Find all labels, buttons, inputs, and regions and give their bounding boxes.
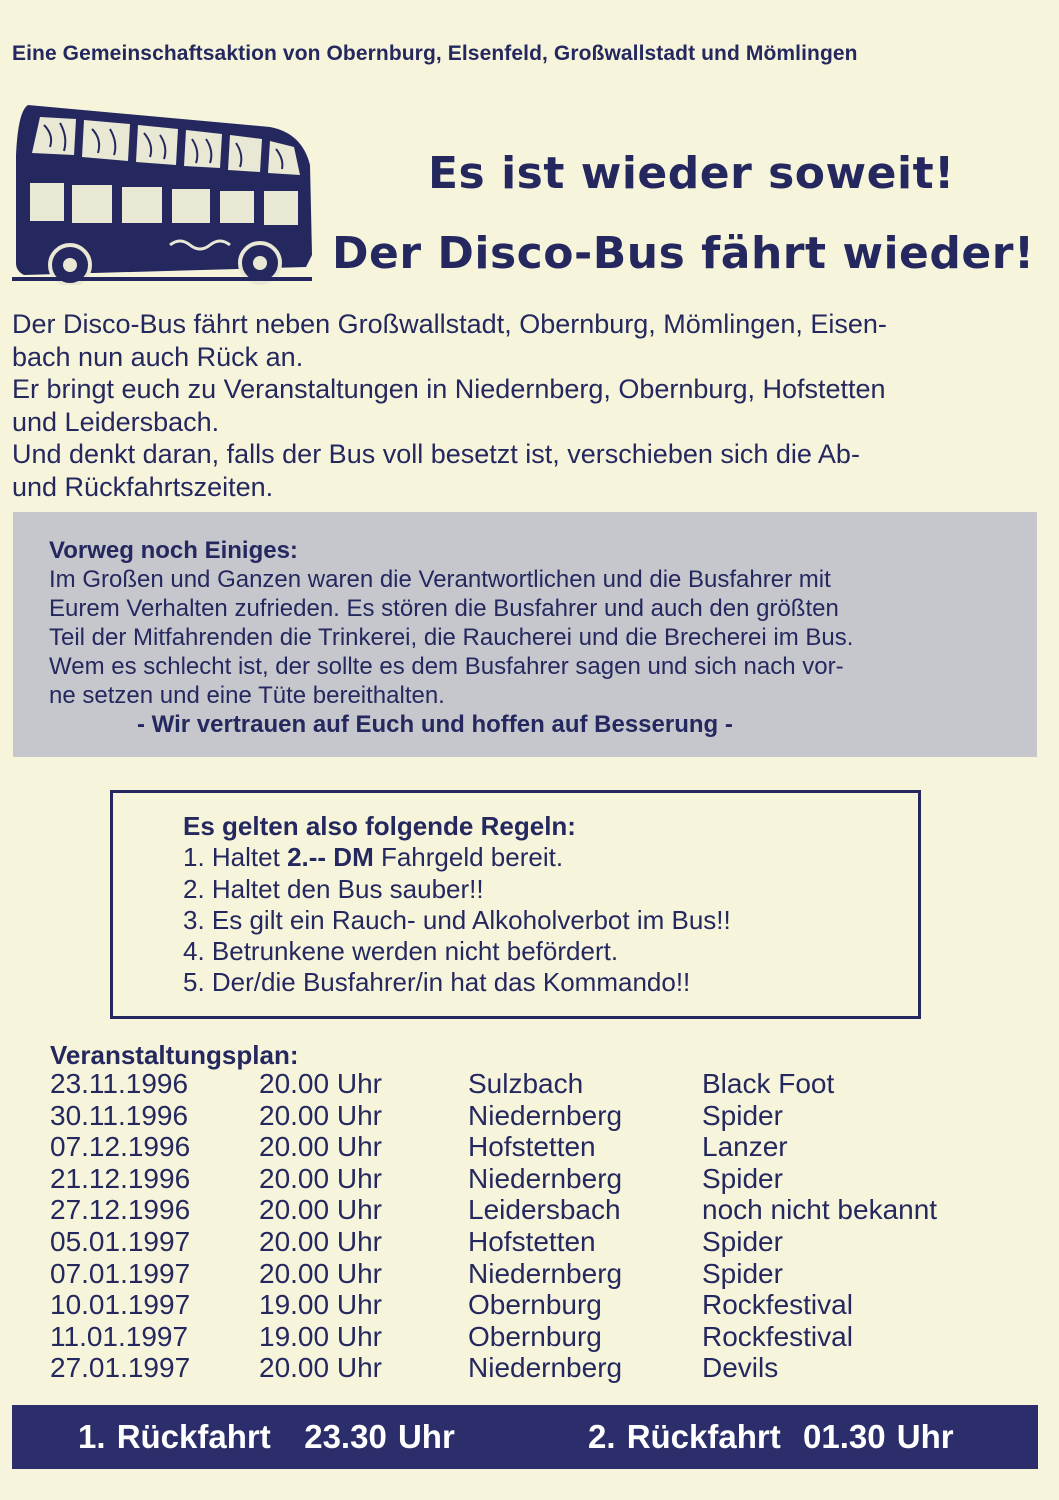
event-date: 30.11.1996	[50, 1099, 189, 1131]
rules-box	[110, 790, 921, 1019]
event-band: Spider	[702, 1257, 783, 1289]
return-trip-1: 1. Rückfahrt 23.30 Uhr	[78, 1418, 455, 1455]
intro-text	[12, 308, 1042, 503]
event-band: Rockfestival	[702, 1320, 853, 1352]
notice-line: Im Großen und Ganzen waren die Verantwortlichen und die Busfahrer mit	[49, 566, 831, 593]
event-place: Sulzbach	[468, 1068, 584, 1099]
plan-title: Veranstaltungsplan:	[50, 1040, 299, 1070]
event-place: Niedernberg	[468, 1162, 623, 1194]
event-time: 20.00 Uhr	[259, 1162, 382, 1194]
rules-title: Es gelten also folgende Regeln:	[183, 811, 576, 841]
event-date: 10.01.1997	[50, 1289, 191, 1321]
event-date: 11.01.1997	[50, 1320, 189, 1352]
event-date: 21.12.1996	[50, 1162, 191, 1194]
event-band: Spider	[702, 1225, 783, 1257]
event-time: 19.00 Uhr	[259, 1289, 382, 1321]
event-date: 27.12.1996	[50, 1194, 191, 1226]
event-time: 20.00 Uhr	[259, 1131, 382, 1163]
organizers-line: Eine Gemeinschaftsaktion von Obernburg, Elsenfeld, Großwallstadt und Mömlingen	[12, 42, 858, 65]
event-date: 05.01.1997	[50, 1225, 191, 1257]
rule-1-suffix: Fahrgeld bereit.	[373, 842, 564, 873]
event-time: 20.00 Uhr	[259, 1352, 382, 1384]
event-date: 07.12.1996	[50, 1131, 191, 1163]
notice-box	[13, 512, 1037, 757]
event-time: 19.00 Uhr	[259, 1320, 382, 1352]
event-place: Niedernberg	[468, 1099, 623, 1131]
intro-line: und Rückfahrtszeiten.	[12, 471, 274, 502]
intro-line: Der Disco-Bus fährt neben Großwallstadt, Obernburg, Mömlingen, Eisen-	[12, 309, 887, 339]
event-band: Lanzer	[702, 1131, 788, 1163]
event-place: Obernburg	[468, 1289, 602, 1321]
event-time: 20.00 Uhr	[259, 1257, 382, 1289]
event-time: 20.00 Uhr	[259, 1099, 382, 1131]
event-band: Spider	[702, 1162, 783, 1194]
rule-item: 2. Haltet den Bus sauber!!	[183, 873, 484, 904]
event-band: noch nicht bekannt	[702, 1194, 938, 1226]
return-times-bar	[12, 1405, 1038, 1469]
notice-line: Wem es schlecht ist, der sollte es dem Busfahrer sagen und sich nach vor-	[49, 653, 844, 680]
event-place: Hofstetten	[468, 1225, 596, 1257]
notice-line: ne setzen und eine Tüte bereithalten.	[49, 682, 445, 709]
return-trip-2: 2. Rückfahrt 01.30 Uhr	[588, 1418, 954, 1455]
event-date: 07.01.1997	[50, 1257, 191, 1289]
event-band: Spider	[702, 1099, 783, 1131]
rule-item: 4. Betrunkene werden nicht befördert.	[183, 936, 619, 967]
event-date: 23.11.1996	[50, 1068, 189, 1099]
event-time: 20.00 Uhr	[259, 1194, 382, 1226]
intro-line: Er bringt euch zu Veranstaltungen in Niedernberg, Obernburg, Hofstetten	[12, 374, 886, 404]
event-band: Devils	[702, 1352, 779, 1384]
event-band: Rockfestival	[702, 1289, 853, 1321]
rule-item: 3. Es gilt ein Rauch- und Alkoholverbot im Bus!!	[183, 904, 731, 935]
event-place: Obernburg	[468, 1320, 602, 1352]
notice-motto: - Wir vertrauen auf Euch und hoffen auf Besserung -	[137, 711, 733, 738]
intro-line: Und denkt daran, falls der Bus voll besetzt ist, verschieben sich die Ab-	[12, 439, 860, 469]
intro-line: und Leidersbach.	[12, 406, 220, 437]
event-place: Hofstetten	[468, 1131, 596, 1163]
notice-title: Vorweg noch Einiges:	[49, 537, 298, 564]
rule-item	[183, 842, 731, 873]
event-time: 20.00 Uhr	[259, 1068, 382, 1099]
headline-soweit: Es ist wieder soweit!	[428, 148, 955, 199]
rule-item: 5. Der/die Busfahrer/in hat das Kommando!!	[183, 967, 691, 998]
event-time: 20.00 Uhr	[259, 1225, 382, 1257]
event-band: Black Foot	[702, 1068, 835, 1099]
event-place: Niedernberg	[468, 1257, 623, 1289]
bus-icon	[10, 95, 316, 285]
intro-line: bach nun auch Rück an.	[12, 341, 304, 372]
rule-1-prefix: 1. Haltet	[183, 842, 288, 873]
notice-line: Eurem Verhalten zufrieden. Es stören die Busfahrer und auch den größten	[49, 595, 839, 622]
notice-line: Teil der Mitfahrenden die Trinkerei, die Raucherei und die Brecherei im Bus.	[49, 624, 854, 651]
event-place: Niedernberg	[468, 1352, 623, 1384]
event-date: 27.01.1997	[50, 1352, 191, 1384]
rule-1-fare: 2.-- DM	[287, 842, 374, 873]
event-place: Leidersbach	[468, 1194, 621, 1226]
headline-disco-bus: Der Disco-Bus fährt wieder!	[332, 228, 1035, 279]
